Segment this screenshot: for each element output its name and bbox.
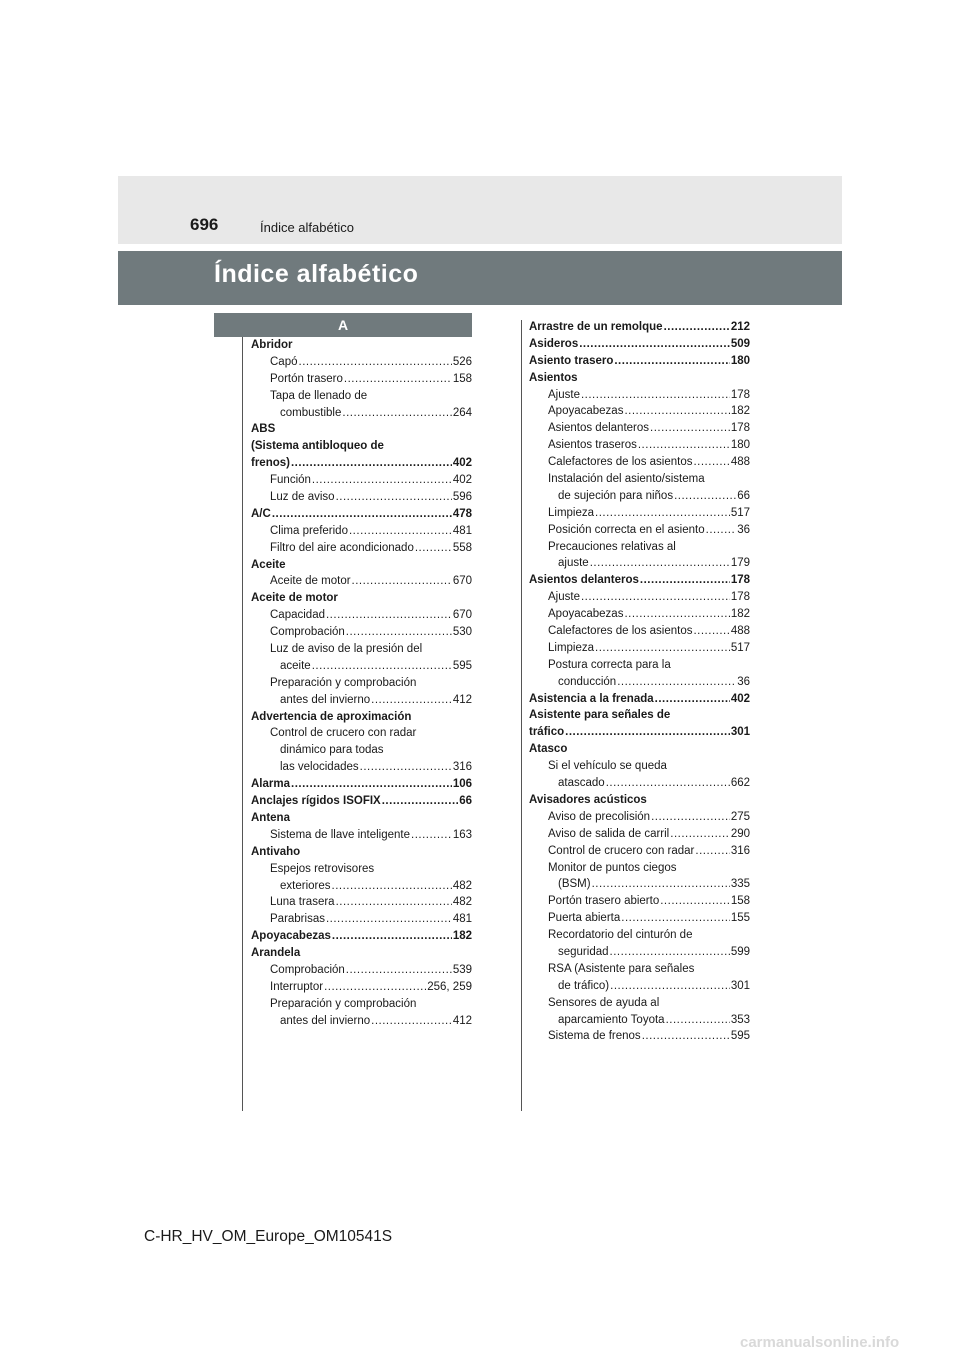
index-entry-term: Alarma: [251, 778, 290, 791]
index-entry-page: 66: [737, 489, 750, 502]
index-entry-page: 412: [452, 693, 472, 706]
dot-leader: [695, 843, 729, 860]
index-entry-page: 178: [730, 422, 750, 435]
index-entry-term: Sensores de ayuda al: [548, 996, 660, 1009]
index-entry-term: de sujeción para niños: [558, 489, 674, 502]
index-entry-page: 335: [730, 878, 750, 891]
index-entry-term: (BSM): [558, 878, 591, 891]
index-entry: [529, 741, 750, 758]
index-entry-term: Anclajes rígidos ISOFIX: [251, 795, 381, 808]
index-entry: [529, 387, 750, 404]
index-entry: [251, 388, 472, 405]
dot-leader: [346, 962, 452, 979]
index-entry-term: Calefactores de los asientos: [548, 456, 693, 469]
dot-leader: [651, 809, 730, 826]
index-entry-term: Comprobación: [270, 626, 345, 639]
index-entry-term: Capacidad: [270, 609, 325, 622]
index-entry-page: 182: [730, 608, 750, 621]
index-entry-term: Posición correcta en el asiento: [548, 523, 705, 536]
index-entry-term: Parabrisas: [270, 913, 325, 926]
index-entry-term: A/C: [251, 507, 271, 520]
index-entry-term: Monitor de puntos ciegos: [548, 861, 677, 874]
dot-leader: [693, 454, 729, 471]
dot-leader: [581, 589, 730, 606]
index-entry-term: atascado: [558, 777, 605, 790]
index-entry: [529, 724, 750, 741]
index-entry: [251, 911, 472, 928]
index-entry-term: aparcamiento Toyota: [558, 1013, 665, 1026]
dot-leader: [624, 403, 729, 420]
index-entry-page: 517: [730, 506, 750, 519]
index-entry: [529, 927, 750, 944]
index-entry: [251, 1013, 472, 1030]
index-entry: [529, 707, 750, 724]
dot-leader: [610, 944, 730, 961]
index-entry-term: conducción: [558, 675, 617, 688]
index-entry: [251, 878, 472, 895]
index-entry: [251, 607, 472, 624]
index-entry: [251, 725, 472, 742]
dot-leader: [621, 910, 730, 927]
index-entry-term: combustible: [280, 406, 342, 419]
index-entry: [529, 944, 750, 961]
index-entry-term: (Sistema antibloqueo de: [251, 440, 384, 453]
index-entry-page: 290: [730, 827, 750, 840]
index-entry: [251, 844, 472, 861]
dot-leader: [382, 793, 458, 810]
dot-leader: [291, 776, 452, 793]
index-entry-page: 670: [452, 609, 472, 622]
index-entry-page: 212: [730, 321, 750, 333]
index-entry: [529, 403, 750, 420]
dot-leader: [595, 640, 730, 657]
index-entry: [529, 336, 750, 353]
dot-leader: [592, 876, 730, 893]
dot-leader: [638, 437, 730, 454]
index-entry-term: Abridor: [251, 339, 293, 351]
footer-document-id: C-HR_HV_OM_Europe_OM10541S: [144, 1228, 393, 1245]
index-entry-page: 481: [452, 913, 472, 926]
index-entry: [251, 827, 472, 844]
index-entry: [529, 539, 750, 556]
index-entry: [529, 792, 750, 809]
index-entry-page: 275: [730, 810, 750, 823]
index-entry-term: tráfico: [529, 726, 565, 739]
index-entry: [529, 555, 750, 572]
dot-leader: [674, 488, 736, 505]
index-entry-term: Apoyacabezas: [548, 405, 624, 418]
index-entry: [529, 758, 750, 775]
index-entry: [251, 945, 472, 962]
index-entry: [529, 978, 750, 995]
dot-leader: [706, 522, 737, 539]
index-entry-page: 163: [452, 828, 472, 841]
index-entry: [529, 522, 750, 539]
index-entry-page: 488: [730, 625, 750, 638]
index-entry: [529, 809, 750, 826]
left-column-divider: [242, 337, 243, 1111]
page-number: 696: [190, 215, 219, 234]
index-entry: [251, 455, 472, 472]
index-entry-term: Función: [270, 474, 311, 487]
index-entry-page: 301: [730, 979, 750, 992]
index-entry: [251, 894, 472, 911]
index-entry-page: 178: [730, 591, 750, 604]
index-entry-page: 158: [730, 895, 750, 908]
dot-leader: [614, 353, 729, 370]
index-entry-term: Preparación y comprobación: [270, 997, 417, 1010]
index-entry-term: Clima preferido: [270, 524, 348, 537]
index-entry: [529, 775, 750, 792]
index-entry: [529, 454, 750, 471]
index-entry-term: Aceite de motor: [270, 575, 351, 588]
index-entry-page: 412: [452, 1014, 472, 1027]
index-entry-term: Asideros: [529, 337, 579, 350]
index-entry: [529, 623, 750, 640]
dot-leader: [336, 894, 452, 911]
index-entry-page: 182: [730, 405, 750, 418]
index-entry-page: 482: [452, 879, 472, 892]
index-entry: [529, 860, 750, 877]
index-entry: [251, 962, 472, 979]
index-entry-term: ABS: [251, 423, 276, 436]
index-entry-term: Asientos: [529, 371, 578, 384]
index-entry-page: 66: [459, 795, 472, 808]
dot-leader: [606, 775, 730, 792]
index-entry-page: 178: [730, 574, 750, 587]
index-entry-term: aceite: [280, 659, 311, 672]
index-entry-term: Sistema de llave inteligente: [270, 828, 410, 841]
index-entry: [251, 810, 472, 827]
index-entry-page: 402: [452, 474, 472, 487]
index-entry-page: 670: [452, 575, 472, 588]
index-column-right: [529, 319, 750, 1045]
index-entry: [529, 640, 750, 657]
index-entry: [529, 488, 750, 505]
index-entry-page: 178: [730, 388, 750, 401]
index-entry: [529, 674, 750, 691]
index-entry: [529, 505, 750, 522]
index-entry-term: Aviso de salida de carril: [548, 827, 670, 840]
index-entry-page: 36: [737, 523, 750, 536]
dot-leader: [666, 1012, 730, 1029]
index-entry-term: Interruptor: [270, 980, 324, 993]
index-entry-term: Apoyacabezas: [251, 930, 331, 943]
index-entry-page: 402: [452, 457, 472, 470]
index-entry-term: Portón trasero abierto: [548, 895, 660, 908]
index-entry-page: 180: [730, 354, 750, 367]
index-entry: [529, 353, 750, 370]
dot-leader: [344, 371, 452, 388]
index-entry-term: Tapa de llenado de: [270, 389, 368, 402]
dot-leader: [312, 472, 452, 489]
dot-leader: [324, 979, 426, 996]
index-entry-page: 530: [452, 626, 472, 639]
index-entry-page: 539: [452, 963, 472, 976]
index-entry-term: Apoyacabezas: [548, 608, 624, 621]
index-entry-term: Portón trasero: [270, 372, 343, 385]
page-title: Índice alfabético: [214, 260, 419, 288]
index-entry: [251, 861, 472, 878]
index-entry-page: 36: [737, 675, 750, 688]
index-entry: [251, 709, 472, 726]
index-entry: [251, 996, 472, 1013]
index-entry-term: Ajuste: [548, 388, 580, 401]
index-entry: [251, 675, 472, 692]
dot-leader: [617, 674, 736, 691]
index-entry: [251, 337, 472, 354]
index-entry-page: 478: [452, 507, 472, 520]
dot-leader: [590, 555, 730, 572]
right-column-divider: [521, 320, 522, 1111]
dot-leader: [272, 506, 452, 523]
index-entry-page: 301: [730, 726, 750, 739]
index-entry-term: seguridad: [558, 945, 609, 958]
index-entry-page: 509: [730, 337, 750, 350]
index-entry-page: 517: [730, 641, 750, 654]
index-entry: [529, 437, 750, 454]
index-entry: [251, 421, 472, 438]
index-entry: [251, 692, 472, 709]
index-entry: [251, 793, 472, 810]
index-entry-term: frenos): [251, 457, 290, 470]
index-entry: [529, 572, 750, 589]
index-entry-term: antes del invierno: [280, 693, 371, 706]
index-entry: [529, 826, 750, 843]
index-entry-term: Asiento trasero: [529, 354, 614, 367]
index-entry: [529, 1012, 750, 1029]
index-entry-page: 158: [452, 372, 472, 385]
index-entry-page: 155: [730, 912, 750, 925]
index-entry: [251, 438, 472, 455]
dot-leader: [336, 489, 452, 506]
index-entry-term: Luz de aviso: [270, 491, 335, 504]
index-entry-term: Asientos delanteros: [548, 422, 650, 435]
index-entry-page: 316: [730, 844, 750, 857]
index-entry: [251, 573, 472, 590]
index-entry: [529, 319, 750, 336]
index-entry: [529, 893, 750, 910]
index-entry-term: Capó: [270, 355, 298, 368]
index-entry-term: Aceite: [251, 558, 286, 571]
dot-leader: [693, 623, 729, 640]
index-entry-page: 353: [730, 1013, 750, 1026]
index-entry-term: de tráfico): [558, 979, 610, 992]
dot-leader: [332, 878, 452, 895]
watermark: carmanualsonline.info: [740, 1334, 900, 1351]
index-entry-term: Asientos traseros: [548, 439, 637, 452]
index-entry-term: Sistema de frenos: [548, 1030, 641, 1043]
index-entry-term: Instalación del asiento/sistema: [548, 473, 705, 486]
dot-leader: [581, 387, 730, 404]
index-entry: [251, 979, 472, 996]
dot-leader: [640, 572, 730, 589]
index-entry-term: Aceite de motor: [251, 592, 338, 605]
index-entry-term: Puerta abierta: [548, 912, 621, 925]
index-entry-page: 488: [730, 456, 750, 469]
index-entry-term: Recordatorio del cinturón de: [548, 929, 693, 942]
dot-leader: [655, 691, 730, 708]
index-entry-term: Si el vehículo se queda: [548, 760, 667, 773]
index-entry-term: Control de crucero con radar: [548, 844, 695, 857]
index-entry: [529, 691, 750, 708]
dot-leader: [415, 540, 452, 557]
dot-leader: [326, 911, 452, 928]
index-entry: [251, 590, 472, 607]
index-entry: [251, 776, 472, 793]
index-entry-page: 180: [730, 439, 750, 452]
index-entry-term: Ajuste: [548, 591, 580, 604]
index-entry: [529, 471, 750, 488]
index-entry-page: 662: [730, 777, 750, 790]
index-entry-term: Postura correcta para la: [548, 658, 671, 671]
index-entry-term: Precauciones relativas al: [548, 540, 676, 553]
dot-leader: [312, 658, 452, 675]
index-entry-term: exteriores: [280, 879, 331, 892]
header-section-title: Índice alfabético: [260, 220, 354, 235]
index-entry: [251, 658, 472, 675]
index-entry-term: Calefactores de los asientos: [548, 625, 693, 638]
index-entry: [529, 420, 750, 437]
index-entry-term: antes del invierno: [280, 1014, 371, 1027]
dot-leader: [664, 319, 730, 336]
index-entry: [251, 472, 472, 489]
dot-leader: [371, 692, 452, 709]
index-entry: [529, 843, 750, 860]
dot-leader: [411, 827, 452, 844]
dot-leader: [349, 523, 452, 540]
index-entry: [529, 606, 750, 623]
index-entry-page: 481: [452, 524, 472, 537]
index-entry: [251, 540, 472, 557]
index-entry-term: Control de crucero con radar: [270, 727, 417, 740]
index-entry: [251, 405, 472, 422]
index-entry-term: Limpieza: [548, 506, 595, 519]
index-entry-term: Luna trasera: [270, 896, 335, 909]
dot-leader: [326, 607, 452, 624]
index-entry-term: Avisadores acústicos: [529, 793, 647, 806]
index-column-left: [251, 337, 472, 1030]
index-entry-page: 595: [730, 1030, 750, 1043]
index-entry-term: Preparación y comprobación: [270, 676, 417, 689]
dot-leader: [299, 354, 452, 371]
index-entry-term: Arrastre de un remolque: [529, 321, 663, 333]
index-entry: [251, 506, 472, 523]
index-entry-term: Espejos retrovisores: [270, 862, 375, 875]
index-entry-term: Luz de aviso de la presión del: [270, 643, 423, 656]
index-entry-term: Limpieza: [548, 641, 595, 654]
index-entry: [251, 742, 472, 759]
index-entry: [529, 657, 750, 674]
dot-leader: [346, 624, 452, 641]
dot-leader: [332, 928, 452, 945]
dot-leader: [342, 405, 451, 422]
index-entry: [251, 489, 472, 506]
index-entry: [529, 876, 750, 893]
letter-heading: A: [214, 313, 472, 337]
index-entry: [251, 759, 472, 776]
dot-leader: [360, 759, 452, 776]
index-entry-term: Advertencia de aproximación: [251, 710, 412, 723]
index-entry-term: dinámico para todas: [280, 744, 384, 757]
index-entry: [529, 910, 750, 927]
index-entry-term: Asistente para señales de: [529, 709, 671, 722]
index-entry: [251, 641, 472, 658]
dot-leader: [565, 724, 730, 741]
index-entry-term: Aviso de precolisión: [548, 810, 651, 823]
dot-leader: [660, 893, 730, 910]
index-entry-term: ajuste: [558, 557, 589, 570]
index-entry-page: 182: [452, 930, 472, 943]
dot-leader: [650, 420, 730, 437]
index-entry: [251, 624, 472, 641]
index-entry: [529, 1028, 750, 1045]
dot-leader: [291, 455, 452, 472]
index-entry: [251, 523, 472, 540]
index-entry: [251, 371, 472, 388]
index-entry-term: Antivaho: [251, 845, 301, 858]
index-entry-page: 179: [730, 557, 750, 570]
dot-leader: [642, 1028, 730, 1045]
index-entry-page: 402: [730, 692, 750, 705]
index-entry-term: Asistencia a la frenada: [529, 692, 654, 705]
index-entry-page: 526: [452, 355, 472, 368]
index-entry-term: Filtro del aire acondicionado: [270, 541, 414, 554]
dot-leader: [579, 336, 730, 353]
index-entry: [251, 928, 472, 945]
header-band: [118, 176, 842, 244]
dot-leader: [610, 978, 730, 995]
dot-leader: [352, 573, 452, 590]
index-entry-page: 599: [730, 945, 750, 958]
index-entry-term: Atasco: [529, 743, 568, 756]
index-entry: [529, 370, 750, 387]
index-entry: [251, 557, 472, 574]
index-entry-page: 316: [452, 761, 472, 774]
index-entry: [251, 354, 472, 371]
index-entry-term: Comprobación: [270, 963, 345, 976]
index-entry-term: Arandela: [251, 947, 301, 960]
index-entry-page: 256, 259: [427, 980, 472, 993]
index-entry-page: 595: [452, 659, 472, 672]
index-entry-page: 596: [452, 491, 472, 504]
dot-leader: [670, 826, 730, 843]
index-entry: [529, 961, 750, 978]
index-entry-term: Asientos delanteros: [529, 574, 639, 587]
dot-leader: [595, 505, 730, 522]
index-entry-term: RSA (Asistente para señales: [548, 962, 695, 975]
index-entry-term: las velocidades: [280, 761, 359, 774]
index-entry-page: 106: [452, 778, 472, 791]
dot-leader: [624, 606, 729, 623]
index-entry: [529, 589, 750, 606]
index-entry-page: 558: [452, 541, 472, 554]
index-entry-page: 264: [452, 406, 472, 419]
dot-leader: [371, 1013, 452, 1030]
index-entry: [529, 995, 750, 1012]
index-entry-term: Antena: [251, 811, 290, 824]
index-entry-page: 482: [452, 896, 472, 909]
